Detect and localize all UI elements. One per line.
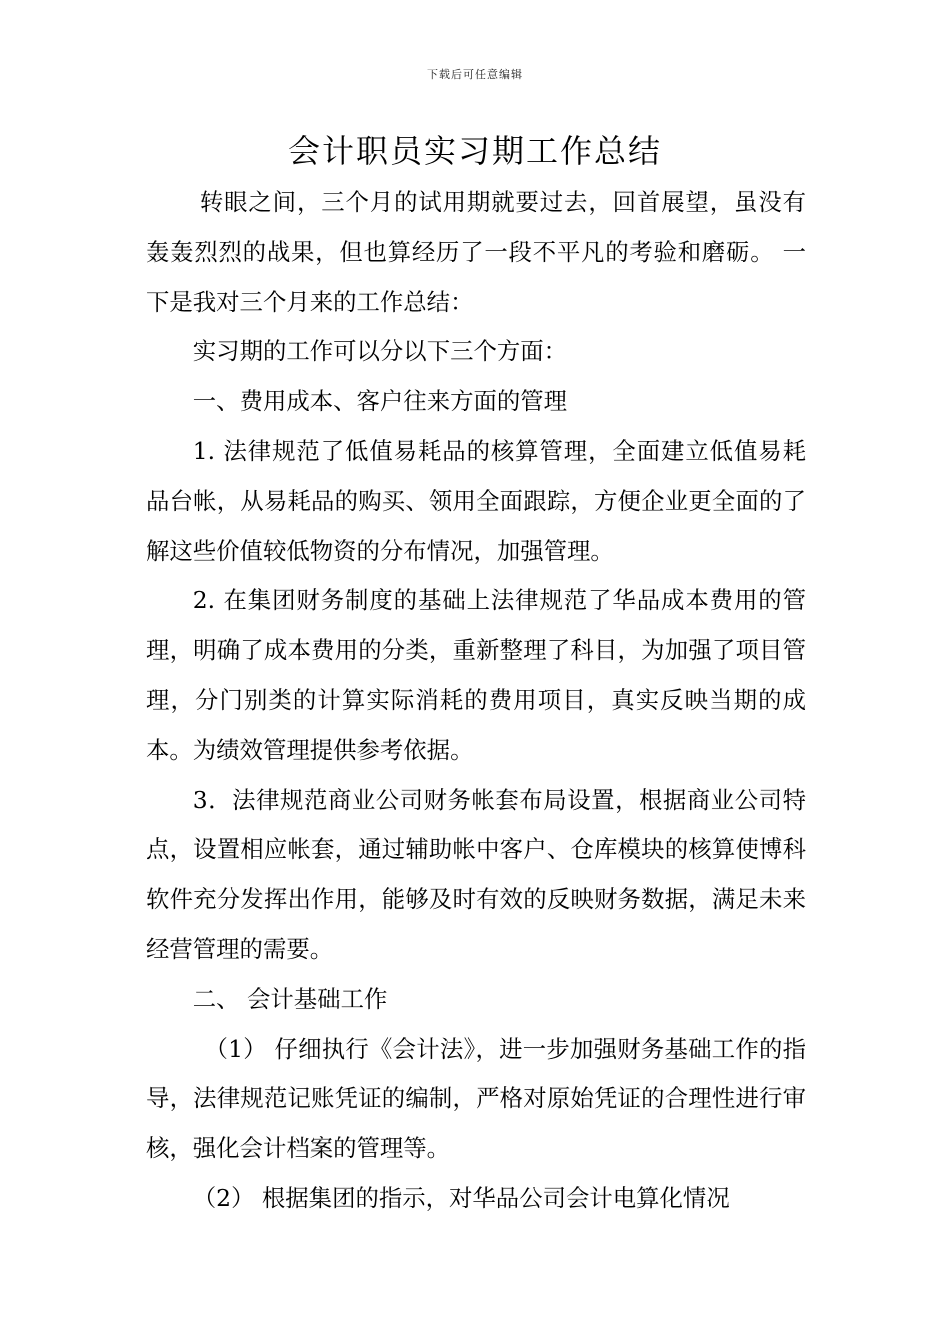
paragraph-item-1: 1. 法律规范了低值易耗品的核算管理，全面建立低值易耗品台帐，从易耗品的购买、领用全面跟踪，方便企业更全面的了解这些价值较低物资的分布情况，加强管理。 <box>146 436 806 565</box>
document-body <box>146 178 806 1224</box>
section-heading-2: 二、 会计基础工作 <box>192 984 388 1013</box>
paragraph-item-3: 3．法律规范商业公司财务帐套布局设置，根据商业公司特点，设置相应帐套，通过辅助帐中客户、仓库模块的核算使博科软件充分发挥出作用，能够及时有效的反映财务数据，满足未来经营管理的需要。 <box>146 785 806 963</box>
document-title: 会计职员实习期工作总结 <box>287 132 662 170</box>
paragraph-sub-1: （1） 仔细执行《会计法》，进一步加强财务基础工作的指导，法律规范记账凭证的编制，严格对原始凭证的合理性进行审核，强化会计档案的管理等。 <box>146 1034 806 1163</box>
header-note: 下载后可任意编辑 <box>427 68 523 81</box>
paragraph-item-2: 2. 在集团财务制度的基础上法律规范了华品成本费用的管理，明确了成本费用的分类，重新整理了科目，为加强了项目管理，分门别类的计算实际消耗的费用项目，真实反映当期的成本。为绩效管理提供参考依据。 <box>146 586 806 764</box>
paragraph-intro: 转眼之间，三个月的试用期就要过去，回首展望，虽没有轰轰烈烈的战果，但也算经历了一段不平凡的考验和磨砺。 一下是我对三个月来的工作总结： <box>146 188 806 316</box>
section-heading-1: 一、费用成本、客户往来方面的管理 <box>192 387 568 416</box>
paragraph-overview: 实习期的工作可以分以下三个方面： <box>192 337 568 366</box>
paragraph-sub-2: （2） 根据集团的指示，对华品公司会计电算化情况 <box>192 1183 730 1212</box>
